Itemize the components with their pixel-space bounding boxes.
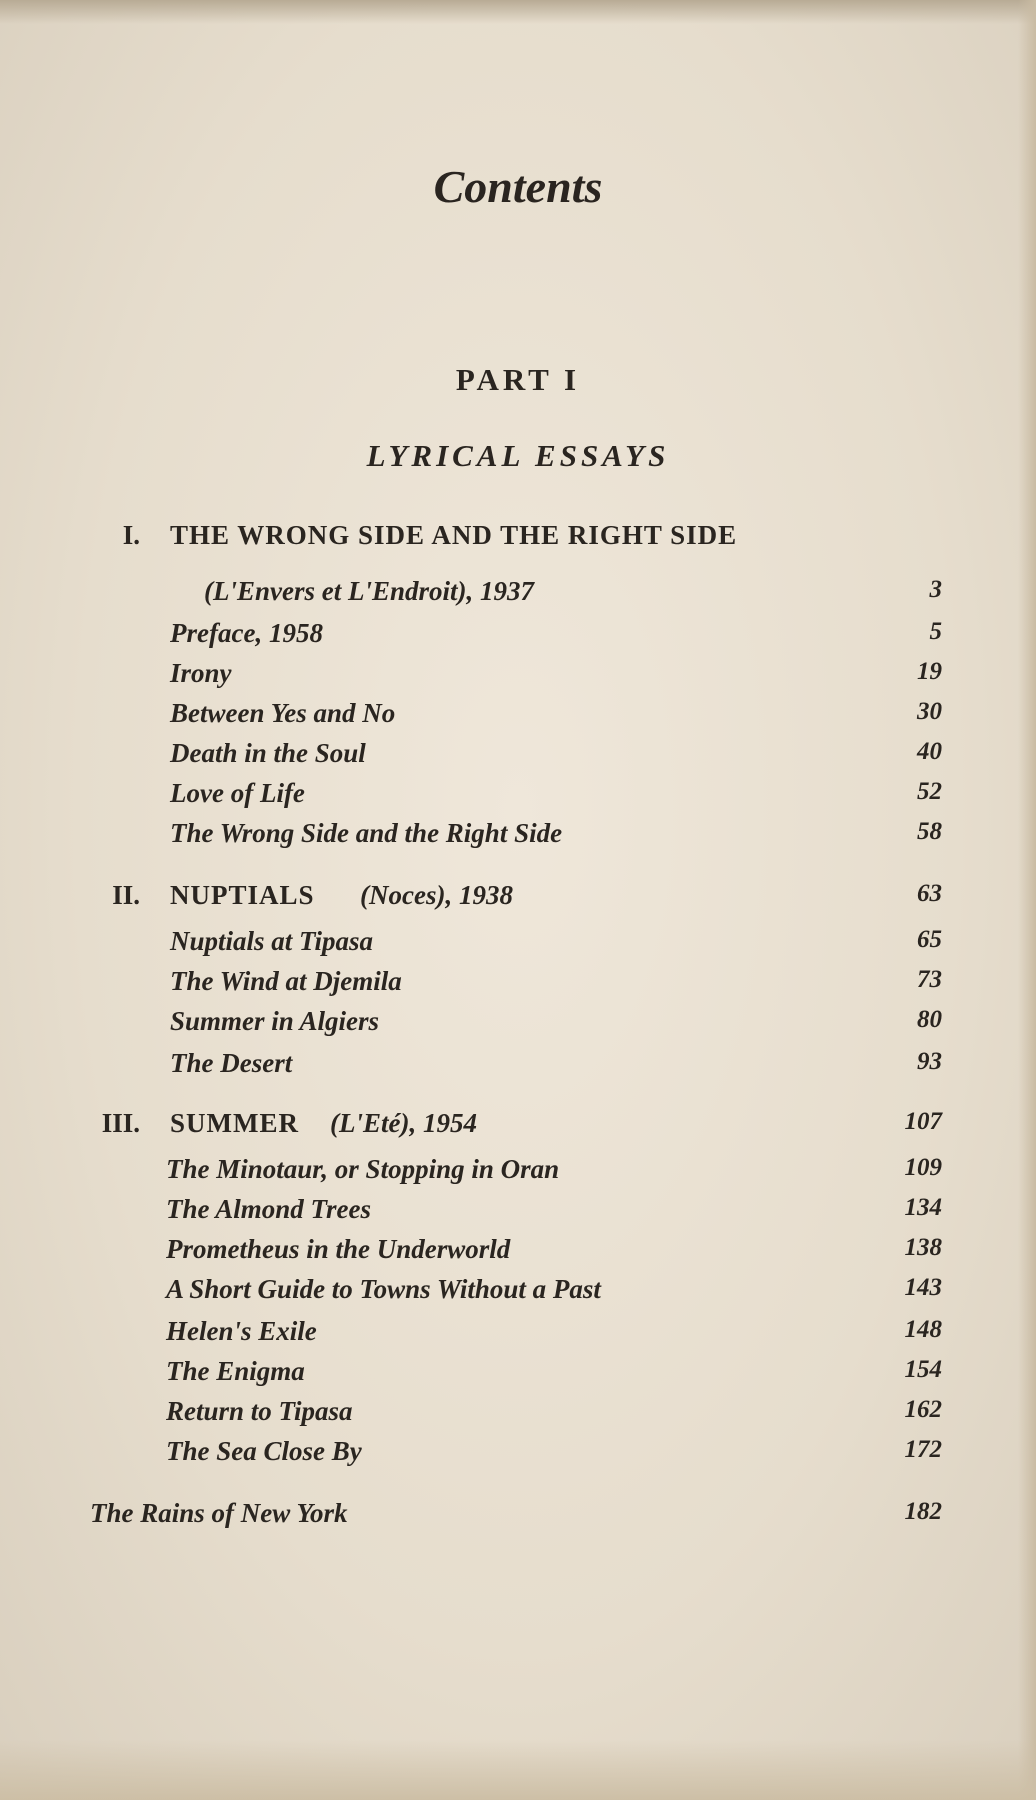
- toc-row: [0, 818, 1036, 858]
- page-number: 138: [904, 1234, 942, 1261]
- page-number: 143: [904, 1274, 942, 1301]
- toc-row: [0, 698, 1036, 738]
- toc-row: [0, 1396, 1036, 1436]
- entry-title: Preface, 1958: [170, 618, 323, 648]
- toc-row: [0, 926, 1036, 966]
- section-heading: [0, 880, 1036, 920]
- section-heading: [0, 520, 1036, 560]
- page-number: 52: [917, 778, 942, 805]
- page-number: 73: [917, 966, 942, 993]
- section-title: THE WRONG SIDE AND THE RIGHT SIDE: [170, 520, 738, 550]
- part-subtitle: LYRICAL ESSAYS: [366, 438, 670, 473]
- section-numeral: II.: [112, 880, 140, 910]
- section-subtitle: (L'Envers et L'Endroit), 1937: [204, 576, 534, 606]
- page-number: 5: [929, 618, 942, 645]
- page-number: 148: [904, 1316, 942, 1343]
- page-number: 182: [904, 1498, 942, 1525]
- toc-row: [0, 1274, 1036, 1314]
- toc-row: [0, 738, 1036, 778]
- entry-title: The Rains of New York: [90, 1498, 348, 1528]
- toc-row: [0, 1316, 1036, 1356]
- section-title: SUMMER: [170, 1108, 299, 1138]
- section-subtitle: (Noces), 1938: [360, 880, 513, 910]
- page-number: 80: [917, 1006, 942, 1033]
- toc-row: [0, 1048, 1036, 1088]
- contents-title: Contents: [433, 161, 603, 212]
- page-number: 30: [917, 698, 942, 725]
- entry-title: The Wind at Djemila: [170, 966, 402, 996]
- entry-title: Love of Life: [170, 778, 305, 808]
- section-heading: [0, 1108, 1036, 1148]
- toc-row: [0, 658, 1036, 698]
- entry-title: The Desert: [170, 1048, 293, 1078]
- page-number: 154: [904, 1356, 942, 1383]
- section-title: NUPTIALS: [170, 880, 315, 910]
- toc-row: [0, 966, 1036, 1006]
- entry-title: Helen's Exile: [166, 1316, 317, 1346]
- page-number: 19: [917, 658, 942, 685]
- toc-row: [0, 1356, 1036, 1396]
- toc-row: [0, 1234, 1036, 1274]
- toc-row: [0, 618, 1036, 658]
- toc-row: [0, 1436, 1036, 1476]
- section-numeral: III.: [101, 1108, 140, 1138]
- entry-title: The Minotaur, or Stopping in Oran: [166, 1154, 560, 1184]
- entry-title: Between Yes and No: [170, 698, 396, 728]
- page-top-shadow: [0, 0, 1036, 24]
- entry-title: The Almond Trees: [166, 1194, 371, 1224]
- entry-title: Summer in Algiers: [170, 1006, 380, 1036]
- page-number: 162: [904, 1396, 942, 1423]
- toc-row: [0, 576, 1036, 616]
- page-number: 109: [904, 1154, 942, 1181]
- toc-row: [0, 1194, 1036, 1234]
- entry-title: Death in the Soul: [170, 738, 366, 768]
- entry-title: The Sea Close By: [166, 1436, 362, 1466]
- page-number: 107: [904, 1108, 942, 1135]
- page-number: 93: [917, 1048, 942, 1075]
- toc-row: [0, 778, 1036, 818]
- entry-title: A Short Guide to Towns Without a Past: [166, 1274, 601, 1304]
- toc-row: [0, 1154, 1036, 1194]
- entry-title: The Enigma: [166, 1356, 305, 1386]
- entry-title: Irony: [170, 658, 232, 688]
- page-number: 58: [917, 818, 942, 845]
- page-number: 134: [904, 1194, 942, 1221]
- page-number: 63: [917, 880, 942, 907]
- section-numeral: I.: [122, 520, 140, 550]
- part-title: PART I: [455, 362, 581, 397]
- entry-title: Prometheus in the Underworld: [166, 1234, 511, 1264]
- entry-title: The Wrong Side and the Right Side: [170, 818, 563, 848]
- page-bottom-shadow: [0, 1740, 1036, 1800]
- section-subtitle: (L'Eté), 1954: [330, 1108, 477, 1138]
- toc-row: [0, 1006, 1036, 1046]
- page-number: 40: [917, 738, 942, 765]
- toc-row: [0, 1498, 1036, 1538]
- page-number: 65: [917, 926, 942, 953]
- entry-title: Nuptials at Tipasa: [170, 926, 374, 956]
- entry-title: Return to Tipasa: [166, 1396, 353, 1426]
- page-number: 3: [929, 576, 942, 603]
- page-number: 172: [904, 1436, 942, 1463]
